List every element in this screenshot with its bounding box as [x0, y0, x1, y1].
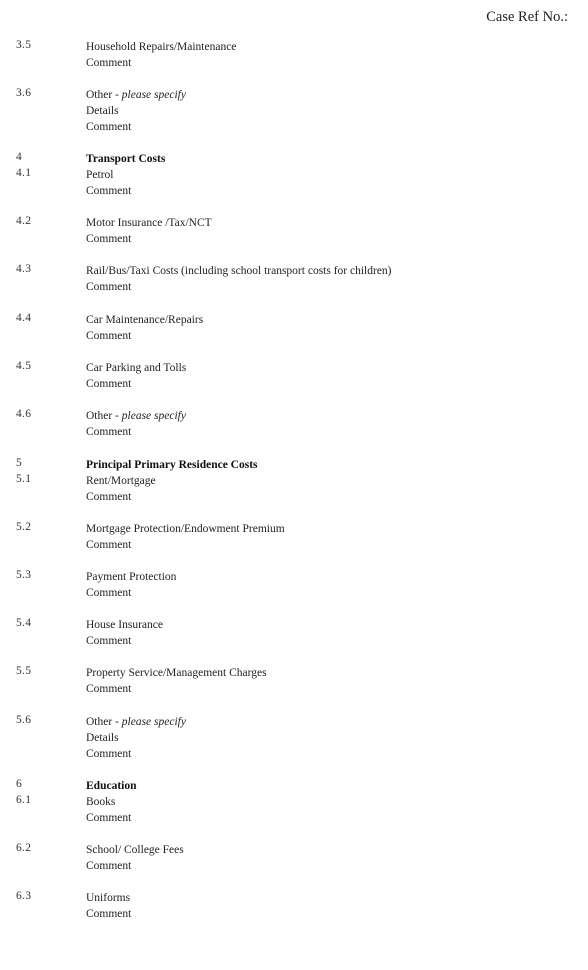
section-heading [86, 151, 566, 167]
line-text: Comment [86, 281, 132, 293]
comment-label [86, 906, 566, 922]
specify-hint: please specify [121, 410, 186, 422]
item-number: 4.4 [16, 312, 32, 324]
item-label [86, 521, 566, 537]
line-text: Comment [86, 121, 132, 133]
line-text: Comment [86, 812, 132, 824]
item-label [86, 215, 566, 231]
comment-label [86, 55, 566, 71]
item-content [86, 794, 566, 826]
comment-label [86, 119, 566, 135]
item-label [86, 87, 566, 103]
item-number: 4.2 [16, 215, 32, 227]
item-content [86, 890, 566, 922]
line-text: Mortgage Protection/Endowment Premium [86, 523, 285, 535]
case-ref-label: Case Ref No.: [486, 9, 568, 25]
item-number: 6.3 [16, 890, 32, 902]
item-content [86, 714, 566, 762]
item-content [86, 778, 566, 794]
item-label [86, 665, 566, 681]
item-content [86, 39, 566, 71]
comment-label [86, 681, 566, 697]
line-text: Other - [86, 716, 122, 728]
item-content [86, 312, 566, 344]
line-text: Comment [86, 378, 132, 390]
item-number: 4.6 [16, 408, 32, 420]
item-number: 4.3 [16, 263, 32, 275]
item-content [86, 457, 566, 473]
item-label [86, 842, 566, 858]
line-text: Details [86, 732, 119, 744]
line-text: Comment [86, 491, 132, 503]
item-label [86, 263, 566, 279]
item-content [86, 215, 566, 247]
line-text: School/ College Fees [86, 844, 184, 856]
item-number: 6.2 [16, 842, 32, 854]
line-text: Motor Insurance /Tax/NCT [86, 217, 212, 229]
line-text: Uniforms [86, 892, 131, 904]
details-label [86, 103, 566, 119]
line-text: Other - [86, 410, 122, 422]
details-label [86, 730, 566, 746]
item-number: 4.1 [16, 167, 32, 179]
line-text: Comment [86, 426, 132, 438]
line-text: Comment [86, 908, 132, 920]
line-text: Comment [86, 233, 132, 245]
specify-hint: please specify [121, 89, 186, 101]
line-text: Property Service/Management Charges [86, 667, 267, 679]
line-text: Comment [86, 635, 132, 647]
item-label [86, 408, 566, 424]
comment-label [86, 424, 566, 440]
section-heading [86, 457, 566, 473]
item-number: 5.1 [16, 473, 32, 485]
comment-label [86, 585, 566, 601]
item-content [86, 521, 566, 553]
item-label [86, 890, 566, 906]
item-content [86, 473, 566, 505]
item-number: 5.4 [16, 617, 32, 629]
item-number: 6.1 [16, 794, 32, 806]
item-number: 5 [16, 457, 23, 469]
line-text: Other - [86, 89, 122, 101]
item-number: 5.5 [16, 665, 32, 677]
comment-label [86, 633, 566, 649]
item-content [86, 665, 566, 697]
item-number: 4 [16, 151, 23, 163]
comment-label [86, 183, 566, 199]
item-number: 4.5 [16, 360, 32, 372]
line-text: Payment Protection [86, 571, 177, 583]
item-label [86, 794, 566, 810]
item-content [86, 569, 566, 601]
line-text: Education [86, 780, 137, 792]
item-number: 5.3 [16, 569, 32, 581]
item-label [86, 167, 566, 183]
line-text: House Insurance [86, 619, 163, 631]
item-label [86, 360, 566, 376]
line-text: Comment [86, 330, 132, 342]
line-text: Comment [86, 860, 132, 872]
section-heading [86, 778, 566, 794]
line-text: Comment [86, 683, 132, 695]
line-text: Petrol [86, 169, 114, 181]
comment-label [86, 746, 566, 762]
line-text: Comment [86, 57, 132, 69]
line-text: Comment [86, 539, 132, 551]
line-text: Comment [86, 748, 132, 760]
comment-label [86, 328, 566, 344]
comment-label [86, 489, 566, 505]
comment-label [86, 376, 566, 392]
item-content [86, 87, 566, 135]
item-label [86, 312, 566, 328]
line-text: Car Parking and Tolls [86, 362, 187, 374]
comment-label [86, 537, 566, 553]
item-content [86, 408, 566, 440]
item-content [86, 360, 566, 392]
item-label [86, 569, 566, 585]
comment-label [86, 279, 566, 295]
line-text: Principal Primary Residence Costs [86, 459, 258, 471]
specify-hint: please specify [121, 716, 186, 728]
line-text: Details [86, 105, 119, 117]
line-text: Rent/Mortgage [86, 475, 156, 487]
item-number: 5.6 [16, 714, 32, 726]
item-label [86, 714, 566, 730]
item-number: 3.5 [16, 39, 32, 51]
comment-label [86, 810, 566, 826]
item-number: 3.6 [16, 87, 32, 99]
line-text: Rail/Bus/Taxi Costs (including school transport costs for children) [86, 265, 392, 277]
item-content [86, 151, 566, 167]
line-text: Comment [86, 185, 132, 197]
item-label [86, 617, 566, 633]
item-content [86, 842, 566, 874]
line-text: Household Repairs/Maintenance [86, 41, 237, 53]
line-text: Comment [86, 587, 132, 599]
line-text: Books [86, 796, 116, 808]
item-number: 5.2 [16, 521, 32, 533]
item-content [86, 167, 566, 199]
item-label [86, 473, 566, 489]
comment-label [86, 858, 566, 874]
item-label [86, 39, 566, 55]
comment-label [86, 231, 566, 247]
line-text: Transport Costs [86, 153, 166, 165]
item-content [86, 263, 566, 295]
item-number: 6 [16, 778, 23, 790]
item-content [86, 617, 566, 649]
line-text: Car Maintenance/Repairs [86, 314, 204, 326]
